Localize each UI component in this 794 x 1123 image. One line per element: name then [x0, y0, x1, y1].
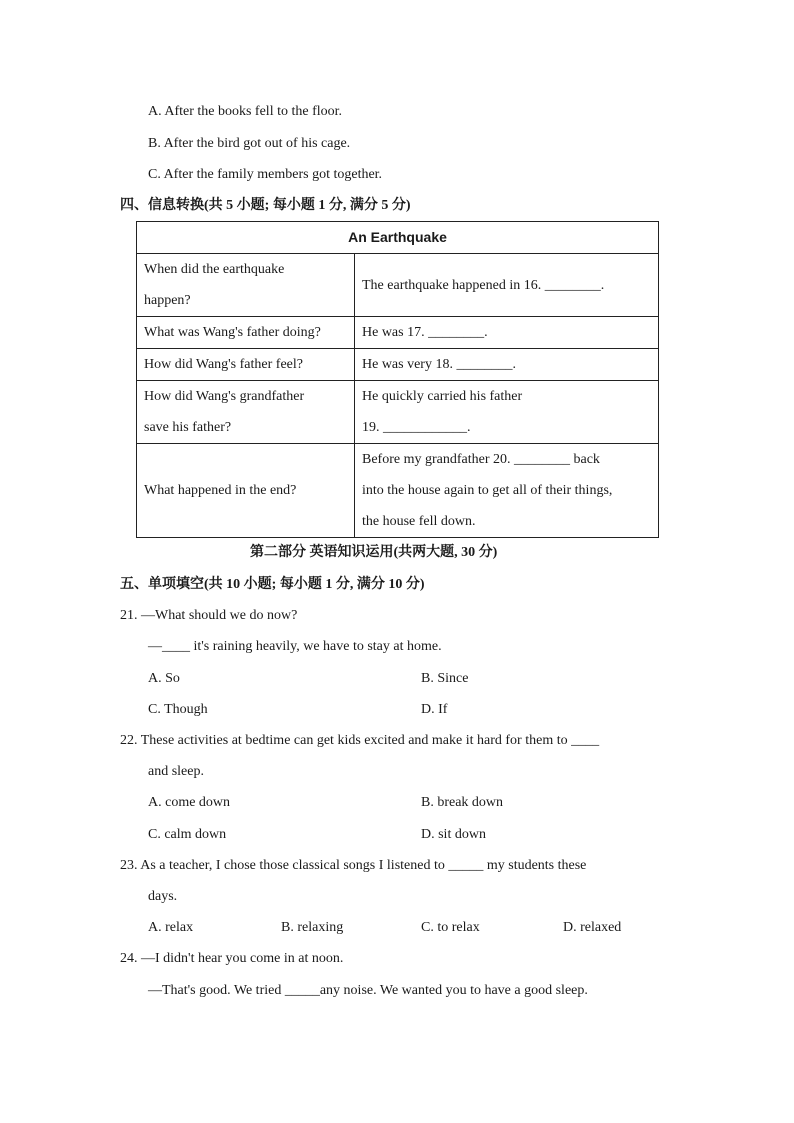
table-header-row — [137, 222, 659, 254]
answer-text: into the house again to get all of their things, — [362, 483, 613, 498]
q24-stem: 24. —I didn't hear you come in at noon. — [120, 951, 344, 966]
q22-option-c: C. calm down — [148, 827, 227, 842]
q21-stem-line2: —____ it's raining heavily, we have to stay at home. — [148, 639, 442, 654]
q22-option-d: D. sit down — [421, 827, 486, 842]
table-question-cell: What happened in the end? — [137, 444, 355, 538]
question-text: When did the earthquake — [144, 262, 285, 277]
table-row — [137, 254, 659, 317]
q22-stem: 22. These activities at bedtime can get kids excited and make it hard for them to ____ — [120, 733, 600, 748]
q21-option-c: C. Though — [148, 702, 208, 717]
table-title: An Earthquake — [137, 222, 659, 254]
answer-text: 19. ____________. — [362, 420, 471, 435]
q23-stem-line2: days. — [148, 889, 178, 904]
q23-stem: 23. As a teacher, I chose those classical songs I listened to _____ my students these — [120, 858, 587, 873]
q23-option-d: D. relaxed — [563, 920, 622, 935]
table-answer-cell: He was very 18. ________. — [355, 349, 659, 381]
q22-option-a: A. come down — [148, 795, 231, 810]
table-question-cell: What was Wang's father doing? — [137, 317, 355, 349]
section4-heading: 四、信息转换(共 5 小题; 每小题 1 分, 满分 5 分) — [120, 198, 411, 213]
option-c-prev: C. After the family members got together. — [148, 167, 383, 182]
q22-stem-line2: and sleep. — [148, 764, 204, 779]
table-row — [137, 317, 659, 349]
question-text: How did Wang's grandfather — [144, 389, 305, 404]
q23-option-b: B. relaxing — [281, 920, 344, 935]
table-question-cell — [137, 381, 355, 444]
question-text: happen? — [144, 293, 191, 308]
table-row — [137, 444, 659, 538]
table-row — [137, 349, 659, 381]
option-a-prev: A. After the books fell to the floor. — [148, 104, 343, 119]
section5-heading: 五、单项填空(共 10 小题; 每小题 1 分, 满分 10 分) — [120, 577, 425, 592]
answer-text: the house fell down. — [362, 514, 476, 529]
table-row — [137, 381, 659, 444]
q23-option-a: A. relax — [148, 920, 194, 935]
table-answer-cell — [355, 381, 659, 444]
table-answer-cell: He was 17. ________. — [355, 317, 659, 349]
earthquake-table — [136, 221, 659, 538]
table-answer-cell: The earthquake happened in 16. ________. — [355, 254, 659, 317]
q22-option-b: B. break down — [421, 795, 504, 810]
option-b-prev: B. After the bird got out of his cage. — [148, 136, 351, 151]
q21-option-b: B. Since — [421, 671, 469, 686]
q23-option-c: C. to relax — [421, 920, 480, 935]
q21-stem: 21. —What should we do now? — [120, 608, 298, 623]
q21-option-d: D. If — [421, 702, 448, 717]
q21-option-a: A. So — [148, 671, 180, 686]
answer-text: He quickly carried his father — [362, 389, 523, 404]
table-question-cell — [137, 254, 355, 317]
table-question-cell: How did Wang's father feel? — [137, 349, 355, 381]
table-answer-cell — [355, 444, 659, 538]
part2-heading: 第二部分 英语知识运用(共两大题, 30 分) — [250, 545, 498, 560]
answer-text: Before my grandfather 20. ________ back — [362, 452, 600, 467]
question-text: save his father? — [144, 420, 232, 435]
q24-stem-line2: —That's good. We tried _____any noise. We wanted you to have a good sleep. — [148, 983, 588, 998]
